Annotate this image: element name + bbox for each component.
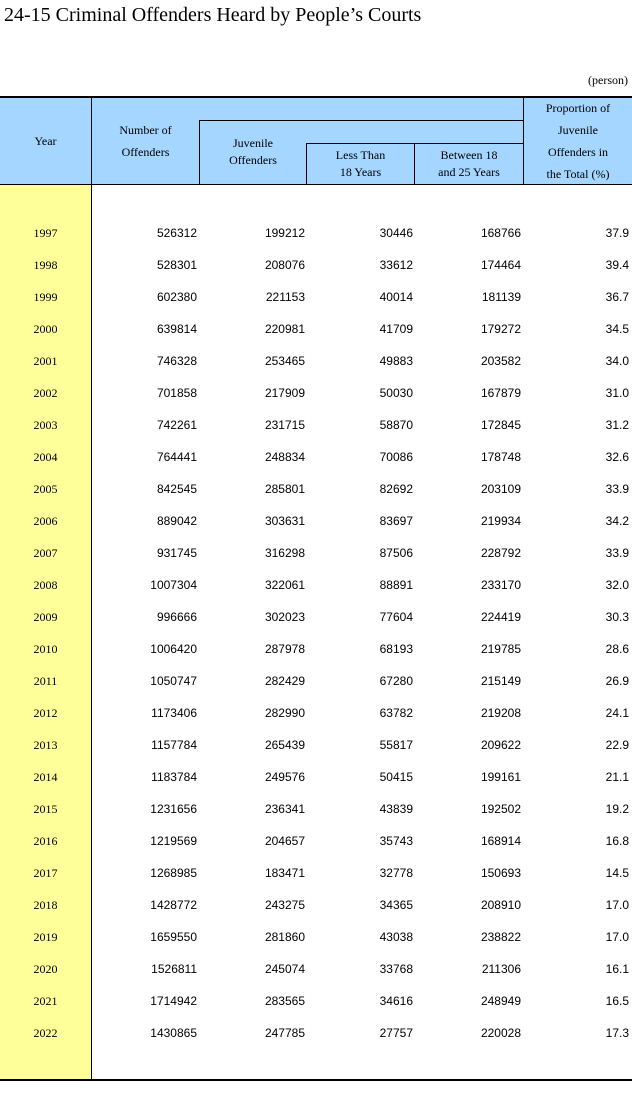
cell-proportion: 28.6 bbox=[605, 642, 629, 656]
cell-juvenile-offenders: 316298 bbox=[264, 546, 305, 560]
cell-less-than-18: 87506 bbox=[379, 546, 413, 560]
header-proportion-line2: Juvenile bbox=[558, 123, 598, 137]
cell-less-than-18: 32778 bbox=[379, 866, 413, 880]
cell-year: 2015 bbox=[33, 802, 58, 816]
cell-proportion: 26.9 bbox=[605, 674, 629, 688]
cell-proportion: 30.3 bbox=[605, 610, 629, 624]
cell-year: 2003 bbox=[33, 418, 58, 432]
cell-less-than-18: 41709 bbox=[379, 322, 413, 336]
header-less-line1: Less Than bbox=[335, 147, 386, 162]
cell-juvenile-offenders: 221153 bbox=[265, 290, 305, 304]
cell-less-than-18: 88891 bbox=[379, 578, 413, 592]
cell-between-18-25: 224419 bbox=[480, 610, 521, 624]
cell-juvenile-offenders: 248834 bbox=[264, 450, 305, 464]
cell-number-of-offenders: 1183784 bbox=[151, 770, 197, 784]
cell-juvenile-offenders: 281860 bbox=[264, 930, 305, 944]
cell-proportion: 32.0 bbox=[605, 578, 629, 592]
cell-number-of-offenders: 764441 bbox=[156, 450, 197, 464]
cell-between-18-25: 167879 bbox=[480, 386, 521, 400]
cell-juvenile-offenders: 247785 bbox=[264, 1026, 305, 1040]
cell-juvenile-offenders: 322061 bbox=[264, 578, 305, 592]
cell-between-18-25: 203109 bbox=[480, 482, 521, 496]
cell-number-of-offenders: 1219569 bbox=[150, 834, 197, 848]
table-row bbox=[0, 921, 632, 953]
table-row bbox=[0, 281, 632, 313]
table-row bbox=[0, 1017, 632, 1049]
table-row bbox=[0, 633, 632, 665]
header-rule-juvenile-top bbox=[199, 120, 524, 121]
cell-less-than-18: 70086 bbox=[379, 450, 413, 464]
cell-between-18-25: 208910 bbox=[480, 898, 521, 912]
table-row bbox=[0, 345, 632, 377]
table-row bbox=[0, 729, 632, 761]
cell-less-than-18: 43038 bbox=[379, 930, 413, 944]
cell-between-18-25: 192502 bbox=[480, 802, 521, 816]
header-number-line2: Offenders bbox=[121, 145, 170, 159]
cell-between-18-25: 203582 bbox=[480, 354, 521, 368]
cell-juvenile-offenders: 204657 bbox=[264, 834, 305, 848]
table-row bbox=[0, 665, 632, 697]
header-divider-year bbox=[91, 98, 92, 184]
cell-year: 2001 bbox=[33, 354, 58, 368]
cell-proportion: 34.5 bbox=[605, 322, 629, 336]
cell-between-18-25: 238822 bbox=[480, 930, 521, 944]
cell-year: 2012 bbox=[33, 706, 58, 720]
cell-year: 1999 bbox=[33, 290, 58, 304]
cell-year: 2018 bbox=[33, 898, 58, 912]
cell-number-of-offenders: 1430865 bbox=[150, 1026, 197, 1040]
cell-between-18-25: 215149 bbox=[480, 674, 521, 688]
cell-between-18-25: 211306 bbox=[481, 962, 521, 976]
cell-year: 2007 bbox=[33, 546, 58, 560]
cell-between-18-25: 219785 bbox=[480, 642, 521, 656]
cell-juvenile-offenders: 287978 bbox=[264, 642, 305, 656]
cell-juvenile-offenders: 236341 bbox=[264, 802, 305, 816]
header-year-label: Year bbox=[34, 134, 57, 148]
table-header bbox=[0, 96, 632, 185]
table-row bbox=[0, 537, 632, 569]
cell-year: 2020 bbox=[33, 962, 58, 976]
cell-proportion: 16.1 bbox=[605, 962, 629, 976]
page-title: 24-15 Criminal Offenders Heard by People’s Courts bbox=[4, 4, 422, 26]
cell-between-18-25: 150693 bbox=[480, 866, 521, 880]
cell-juvenile-offenders: 220981 bbox=[264, 322, 305, 336]
cell-year: 2022 bbox=[33, 1026, 58, 1040]
cell-number-of-offenders: 742261 bbox=[156, 418, 197, 432]
cell-number-of-offenders: 842545 bbox=[156, 482, 197, 496]
cell-year: 2014 bbox=[33, 770, 58, 784]
unit-label: (person) bbox=[588, 73, 628, 87]
cell-proportion: 36.7 bbox=[605, 290, 629, 304]
header-juvenile-line2: Offenders bbox=[229, 153, 277, 167]
header-number-of-offenders bbox=[92, 98, 199, 184]
header-less-than-18 bbox=[307, 143, 414, 184]
cell-less-than-18: 58870 bbox=[379, 418, 413, 432]
cell-proportion: 34.0 bbox=[605, 354, 629, 368]
cell-year: 2019 bbox=[33, 930, 58, 944]
cell-less-than-18: 55817 bbox=[379, 738, 413, 752]
cell-between-18-25: 179272 bbox=[480, 322, 521, 336]
cell-juvenile-offenders: 231715 bbox=[264, 418, 305, 432]
cell-number-of-offenders: 602380 bbox=[156, 290, 197, 304]
cell-between-18-25: 219934 bbox=[480, 514, 521, 528]
table-row bbox=[0, 217, 632, 249]
header-proportion-line4: the Total (%) bbox=[546, 167, 610, 181]
cell-proportion: 31.2 bbox=[605, 418, 629, 432]
cell-proportion: 14.5 bbox=[605, 866, 629, 880]
cell-juvenile-offenders: 302023 bbox=[264, 610, 305, 624]
cell-year: 2017 bbox=[33, 866, 58, 880]
cell-less-than-18: 43839 bbox=[379, 802, 413, 816]
cell-proportion: 32.6 bbox=[605, 450, 629, 464]
cell-juvenile-offenders: 283565 bbox=[264, 994, 305, 1008]
cell-number-of-offenders: 1006420 bbox=[150, 642, 197, 656]
cell-number-of-offenders: 931745 bbox=[156, 546, 197, 560]
table-row bbox=[0, 697, 632, 729]
header-between-line2: and 25 Years bbox=[438, 164, 500, 179]
cell-less-than-18: 49883 bbox=[379, 354, 413, 368]
table-row bbox=[0, 985, 632, 1017]
cell-between-18-25: 220028 bbox=[480, 1026, 521, 1040]
cell-year: 2000 bbox=[33, 322, 58, 336]
cell-juvenile-offenders: 217909 bbox=[264, 386, 305, 400]
table-row bbox=[0, 473, 632, 505]
cell-proportion: 17.3 bbox=[605, 1026, 629, 1040]
header-divider-less bbox=[414, 143, 415, 184]
cell-number-of-offenders: 1526811 bbox=[151, 962, 197, 976]
cell-less-than-18: 34616 bbox=[379, 994, 413, 1008]
cell-proportion: 39.4 bbox=[605, 258, 629, 272]
cell-proportion: 31.0 bbox=[605, 386, 629, 400]
cell-proportion: 16.8 bbox=[605, 834, 629, 848]
cell-juvenile-offenders: 243275 bbox=[264, 898, 305, 912]
cell-proportion: 21.1 bbox=[605, 770, 629, 784]
cell-number-of-offenders: 1050747 bbox=[150, 674, 197, 688]
header-number-line1: Number of bbox=[119, 123, 172, 137]
cell-between-18-25: 168914 bbox=[480, 834, 521, 848]
cell-number-of-offenders: 528301 bbox=[156, 258, 197, 272]
cell-number-of-offenders: 1231656 bbox=[150, 802, 197, 816]
cell-less-than-18: 34365 bbox=[379, 898, 413, 912]
cell-year: 1998 bbox=[33, 258, 58, 272]
cell-number-of-offenders: 1007304 bbox=[150, 578, 197, 592]
cell-proportion: 17.0 bbox=[605, 898, 629, 912]
cell-proportion: 16.5 bbox=[605, 994, 629, 1008]
cell-less-than-18: 30446 bbox=[379, 226, 413, 240]
cell-between-18-25: 219208 bbox=[480, 706, 521, 720]
cell-number-of-offenders: 701858 bbox=[156, 386, 197, 400]
cell-juvenile-offenders: 265439 bbox=[264, 738, 305, 752]
header-juvenile-offenders bbox=[200, 120, 306, 184]
table-row bbox=[0, 505, 632, 537]
cell-number-of-offenders: 639814 bbox=[156, 322, 197, 336]
cell-less-than-18: 67280 bbox=[379, 674, 413, 688]
cell-less-than-18: 33612 bbox=[379, 258, 413, 272]
cell-proportion: 24.1 bbox=[605, 706, 629, 720]
cell-year: 2010 bbox=[33, 642, 58, 656]
header-divider-proportion bbox=[523, 98, 524, 184]
cell-less-than-18: 27757 bbox=[379, 1026, 413, 1040]
cell-between-18-25: 174464 bbox=[480, 258, 521, 272]
header-proportion-line1: Proportion of bbox=[545, 101, 611, 115]
cell-between-18-25: 233170 bbox=[480, 578, 521, 592]
table-row bbox=[0, 313, 632, 345]
cell-proportion: 19.2 bbox=[605, 802, 629, 816]
cell-between-18-25: 199161 bbox=[480, 770, 521, 784]
table-row bbox=[0, 857, 632, 889]
cell-year: 2011 bbox=[33, 674, 58, 688]
cell-juvenile-offenders: 208076 bbox=[264, 258, 305, 272]
cell-proportion: 33.9 bbox=[605, 482, 629, 496]
cell-less-than-18: 40014 bbox=[379, 290, 413, 304]
cell-number-of-offenders: 1157784 bbox=[151, 738, 197, 752]
table-row bbox=[0, 889, 632, 921]
header-less-line2: 18 Years bbox=[339, 164, 382, 179]
table-row bbox=[0, 441, 632, 473]
cell-less-than-18: 83697 bbox=[379, 514, 413, 528]
cell-proportion: 37.9 bbox=[605, 226, 629, 240]
header-proportion-line3: Offenders in bbox=[547, 145, 609, 159]
cell-year: 2016 bbox=[33, 834, 58, 848]
cell-between-18-25: 178748 bbox=[480, 450, 521, 464]
cell-juvenile-offenders: 199212 bbox=[264, 226, 305, 240]
cell-between-18-25: 168766 bbox=[480, 226, 521, 240]
cell-year: 2004 bbox=[33, 450, 58, 464]
header-divider-number bbox=[199, 120, 200, 184]
table-row bbox=[0, 953, 632, 985]
cell-between-18-25: 228792 bbox=[480, 546, 521, 560]
table-row bbox=[0, 377, 632, 409]
header-proportion bbox=[524, 98, 632, 184]
header-year bbox=[0, 98, 91, 184]
cell-number-of-offenders: 1428772 bbox=[150, 898, 197, 912]
cell-number-of-offenders: 1659550 bbox=[150, 930, 197, 944]
cell-proportion: 34.2 bbox=[605, 514, 629, 528]
cell-less-than-18: 63782 bbox=[379, 706, 413, 720]
cell-number-of-offenders: 526312 bbox=[156, 226, 197, 240]
cell-between-18-25: 248949 bbox=[480, 994, 521, 1008]
cell-less-than-18: 33768 bbox=[379, 962, 413, 976]
cell-juvenile-offenders: 245074 bbox=[264, 962, 305, 976]
cell-juvenile-offenders: 285801 bbox=[264, 482, 305, 496]
cell-between-18-25: 181139 bbox=[481, 290, 521, 304]
cell-juvenile-offenders: 282990 bbox=[264, 706, 305, 720]
cell-number-of-offenders: 1268985 bbox=[150, 866, 197, 880]
cell-year: 2005 bbox=[33, 482, 58, 496]
table-row bbox=[0, 249, 632, 281]
cell-year: 2002 bbox=[33, 386, 58, 400]
cell-year: 2009 bbox=[33, 610, 58, 624]
table-row bbox=[0, 761, 632, 793]
cell-less-than-18: 50030 bbox=[379, 386, 413, 400]
cell-between-18-25: 209622 bbox=[480, 738, 521, 752]
cell-less-than-18: 77604 bbox=[379, 610, 413, 624]
header-between-line1: Between 18 bbox=[440, 147, 498, 162]
table-row bbox=[0, 825, 632, 857]
cell-proportion: 17.0 bbox=[605, 930, 629, 944]
table-row bbox=[0, 409, 632, 441]
cell-year: 1997 bbox=[33, 226, 58, 240]
cell-juvenile-offenders: 249576 bbox=[264, 770, 305, 784]
header-juvenile-line1: Juvenile bbox=[232, 136, 273, 150]
cell-between-18-25: 172845 bbox=[480, 418, 521, 432]
cell-less-than-18: 35743 bbox=[379, 834, 413, 848]
cell-year: 2021 bbox=[33, 994, 58, 1008]
cell-less-than-18: 50415 bbox=[379, 770, 413, 784]
cell-number-of-offenders: 1173406 bbox=[151, 706, 197, 720]
table-row bbox=[0, 601, 632, 633]
cell-proportion: 33.9 bbox=[605, 546, 629, 560]
cell-proportion: 22.9 bbox=[605, 738, 629, 752]
header-rule-subgroup-top bbox=[306, 143, 524, 144]
table-row bbox=[0, 569, 632, 601]
header-divider-juvenile bbox=[306, 143, 307, 184]
cell-juvenile-offenders: 303631 bbox=[264, 514, 305, 528]
cell-juvenile-offenders: 253465 bbox=[264, 354, 305, 368]
table-row bbox=[0, 793, 632, 825]
cell-number-of-offenders: 889042 bbox=[156, 514, 197, 528]
cell-juvenile-offenders: 183471 bbox=[264, 866, 305, 880]
cell-number-of-offenders: 746328 bbox=[156, 354, 197, 368]
table-bottom-rule bbox=[0, 1079, 632, 1081]
header-between-18-25 bbox=[415, 143, 523, 184]
cell-number-of-offenders: 1714942 bbox=[150, 994, 197, 1008]
cell-less-than-18: 68193 bbox=[379, 642, 413, 656]
cell-year: 2008 bbox=[33, 578, 58, 592]
cell-number-of-offenders: 996666 bbox=[156, 610, 197, 624]
cell-less-than-18: 82692 bbox=[379, 482, 413, 496]
cell-juvenile-offenders: 282429 bbox=[264, 674, 305, 688]
cell-year: 2013 bbox=[33, 738, 58, 752]
cell-year: 2006 bbox=[33, 514, 58, 528]
